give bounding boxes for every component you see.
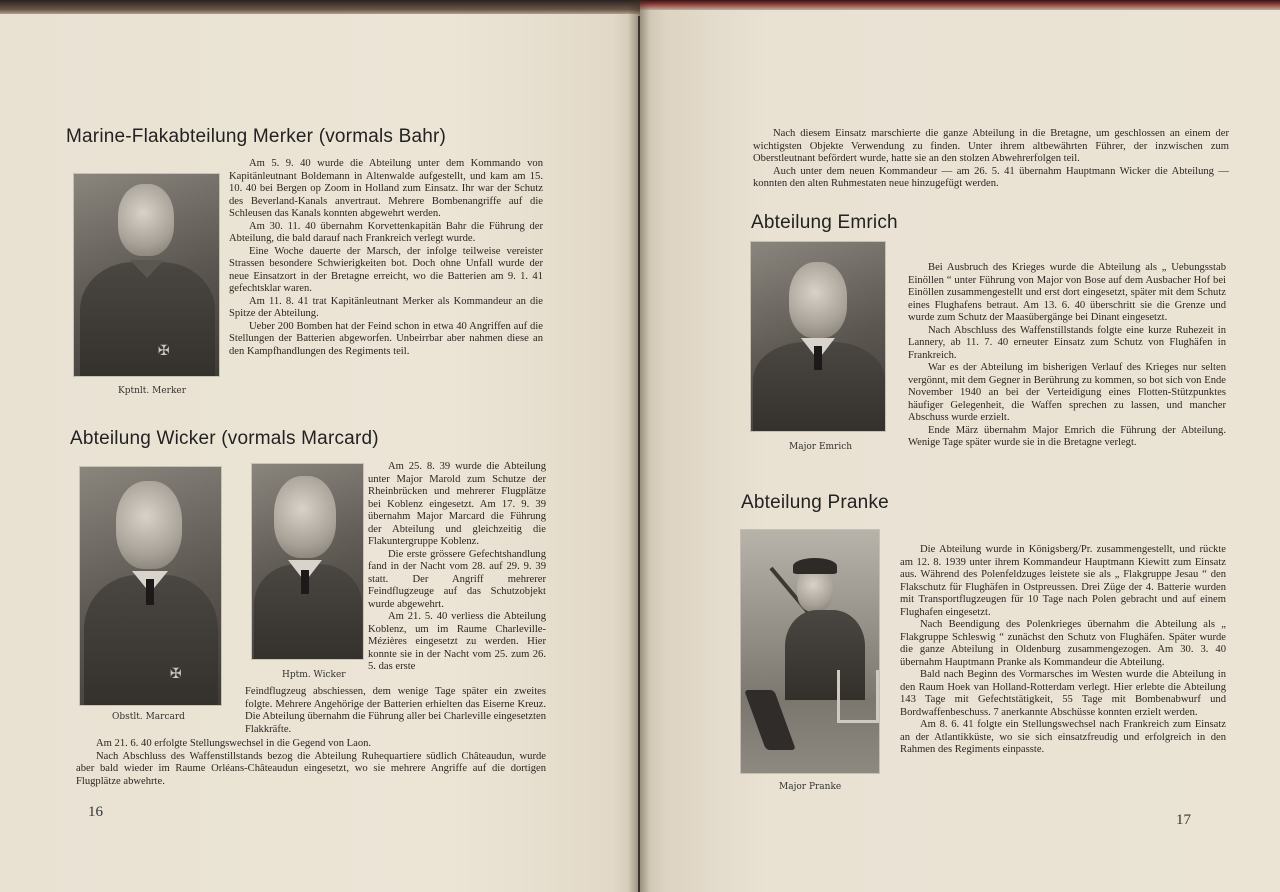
text-pranke	[900, 544, 1226, 757]
left-page	[0, 14, 638, 892]
section-heading-wicker: Abteilung Wicker (vormals Marcard)	[70, 428, 379, 449]
portrait-photo-merker: ✠	[74, 174, 219, 376]
paragraph: Am 11. 8. 41 trat Kapitänleutnant Merker als Kommandeur an die Spitze der Abteilung.	[229, 295, 543, 319]
section-heading-emrich: Abteilung Emrich	[751, 212, 898, 233]
page-number-left: 16	[88, 804, 103, 820]
paragraph: Feindflugzeug abschiessen, dem wenige Tage später ein zweites folgte. Mehrere Angehörige der Batterien erhielten das Eiserne Kreuz. Die Abteilung übernahm die Führung aller bei Charleville eingesetzten Flakkräfte.	[245, 686, 546, 735]
section-heading-merker: Marine-Flakabteilung Merker (vormals Bahr)	[66, 126, 447, 147]
paragraph: Am 21. 5. 40 verliess die Abteilung Koblenz, um im Raume Charleville-Mézières eingesetzt zu werden. Hier konnte sie in der Nacht vom 25. zum 26. 5. das erste	[368, 611, 546, 672]
paragraph: Eine Woche dauerte der Marsch, der infolge teilweise vereister Strassen besondere Schwierigkeiten bot. Doch ohne Unfall wurde der neue Einsatzort in der Bretagne erreicht, wo die Batterien am 9. 1. 41 gefechtsklar waren.	[229, 245, 543, 294]
paragraph: Am 8. 6. 41 folgte ein Stellungswechsel nach Frankreich zum Einsatz an der Atlantikküste, wo sie sich einsatzfreudig und erfolgreich in den Rahmen des Regiments einpasste.	[900, 719, 1226, 755]
paragraph: Am 25. 8. 39 wurde die Abteilung unter Major Marold zum Schutze der Rheinbrücken und mehrerer Flugplätze bei Koblenz eingesetzt. Am 17. 9. 39 übernahm Major Marcard die Führung der Abteilung und gleichzeitig die Flakuntergruppe Koblenz.	[368, 461, 546, 547]
caption-merker: Kptnlt. Merker	[118, 386, 187, 396]
caption-emrich: Major Emrich	[789, 442, 853, 452]
portrait-photo-marcard: ✠	[80, 467, 221, 705]
caption-wicker: Hptm. Wicker	[282, 670, 346, 680]
text-intro	[753, 128, 1229, 191]
paragraph: Auch unter dem neuen Kommandeur — am 26. 5. 41 übernahm Hauptmann Wicker die Abteilung — konnten den alten Ruhmestaten neue hinzugefügt werden.	[753, 165, 1229, 189]
paragraph: Am 21. 6. 40 erfolgte Stellungswechsel in die Gegend von Laon.	[96, 738, 372, 749]
text-wicker-wide	[245, 686, 546, 736]
paragraph: War es der Abteilung im bisherigen Verlauf des Krieges nur selten vergönnt, mit dem Gegner in Berührung zu kommen, so bot sich von Ende November 1940 an bei der Verteidigung eines Flotten-Stützpunktes häufiger Gelegenheit, die Waffen sprechen zu lassen, und mancher Abschuss wurde erzielt.	[908, 362, 1226, 423]
paragraph: Bald nach Beginn des Vormarsches im Westen wurde die Abteilung in den Raum Hoek van Holland-Rotterdam verlegt. Hier erlebte die Abteilung 143 Tage mit Gefechtstätigkeit, 55 Tage mit Bombenabwurf und Bordwaffenbeschuss. 7 anerkannte Abschüsse konnten erzielt werden.	[900, 669, 1226, 718]
caption-marcard: Obstlt. Marcard	[112, 712, 185, 722]
text-wicker-full	[76, 738, 546, 788]
text-wicker-narrow	[368, 461, 546, 674]
section-heading-pranke: Abteilung Pranke	[741, 492, 889, 513]
paragraph: Die Abteilung wurde in Königsberg/Pr. zusammengestellt, und rückte am 12. 8. 1939 unter ihrem Kommandeur Hauptmann Kiewitt zum Einsatz aus. Während des Polenfeldzuges leistete sie als „ Flakgruppe Jesau “ den Flakschutz für Flughäfen in Ostpreussen. Drei Züge der 4. Batterie wurden mit Transportflugzeugen für 10 Tage nach Polen gebracht und auf einem Flughafen eingesetzt.	[900, 544, 1226, 618]
portrait-photo-emrich	[751, 242, 885, 431]
portrait-photo-pranke	[741, 530, 879, 773]
paragraph: Am 5. 9. 40 wurde die Abteilung unter dem Kommando von Kapitänleutnant Boldemann in Altenwalde aufgestellt, und kam am 15. 10. 40 bei Bergen op Zoom in Holland zum Einsatz. Ihr war der Schutz des Beverland-Kanals anvertraut. Mehrere Bombenangriffe auf die Schleusen das Kanals konnten abgewehrt werden.	[229, 158, 543, 219]
paragraph: Nach diesem Einsatz marschierte die ganze Abteilung in die Bretagne, um geschlossen an einem der wichtigsten Objekte Verwendung zu finden. Unter ihrem altbewährten Führer, der inzwischen zum Oberstleutnant befördert wurde, hatte sie an den stolzen Abwehrerfolgen teil.	[753, 128, 1229, 164]
paragraph: Nach Abschluss des Waffenstillstands bezog die Abteilung Ruhequartiere südlich Châteaudun, wurde aber bald wieder im Raume Orléans-Châteaudun eingesetzt, wo sie mehrere Angriffe auf die dortigen Flugplätze abwehrte.	[76, 750, 546, 787]
paragraph: Die erste grössere Gefechtshandlung fand in der Nacht vom 28. auf 29. 9. 39 statt. Der Angriff mehrerer Feindflugzeuge auf das Schutzobjekt wurde abgewehrt.	[368, 548, 546, 610]
paragraph: Ende März übernahm Major Emrich die Führung der Abteilung. Wenige Tage später wurde sie in die Bretagne verlegt.	[908, 424, 1226, 448]
paragraph: Bei Ausbruch des Krieges wurde die Abteilung als „ Uebungsstab Einöllen “ unter Führung von Major von Bose auf dem Ausbacher Hof bei Einöllen zusammengestellt und erst dort eingesetzt, später mit dem Schutz eines Flughafens betraut. Am 13. 6. 40 überschritt sie die Grenze und wurde zum Schutz der Maasübergänge bei Dinant eingesetzt.	[908, 262, 1226, 323]
paragraph: Ueber 200 Bomben hat der Feind schon in etwa 40 Angriffen auf die Stellungen der Batterien abgeworfen. Unbeirrbar aber nahmen diese an den Kampfhandlungen des Regiments teil.	[229, 320, 543, 357]
page-number-right: 17	[1176, 812, 1191, 828]
text-merker	[229, 158, 543, 358]
caption-pranke: Major Pranke	[779, 782, 842, 792]
paragraph: Am 30. 11. 40 übernahm Korvettenkapitän Bahr die Führung der Abteilung, die bald darauf nach Frankreich verlegt wurde.	[229, 220, 543, 244]
paragraph: Nach Abschluss des Waffenstillstands folgte eine kurze Ruhezeit in Lannery, ab 11. 7. 40 erneuter Einsatz zum Schutz von Flughäfen in Frankreich.	[908, 324, 1226, 361]
paragraph: Nach Beendigung des Polenkrieges übernahm die Abteilung als „ Flakgruppe Schleswig “ zunächst den Schutz von Flughäfen. Später wurde die ganze Abteilung in Oldenburg zusammengezogen. Am 30. 3. 40 übernahm Hauptmann Pranke als Kommandeur die Abteilung.	[900, 619, 1226, 668]
book-gutter	[628, 0, 650, 892]
portrait-photo-wicker	[252, 464, 363, 659]
text-emrich	[908, 262, 1226, 450]
right-page	[640, 10, 1280, 892]
